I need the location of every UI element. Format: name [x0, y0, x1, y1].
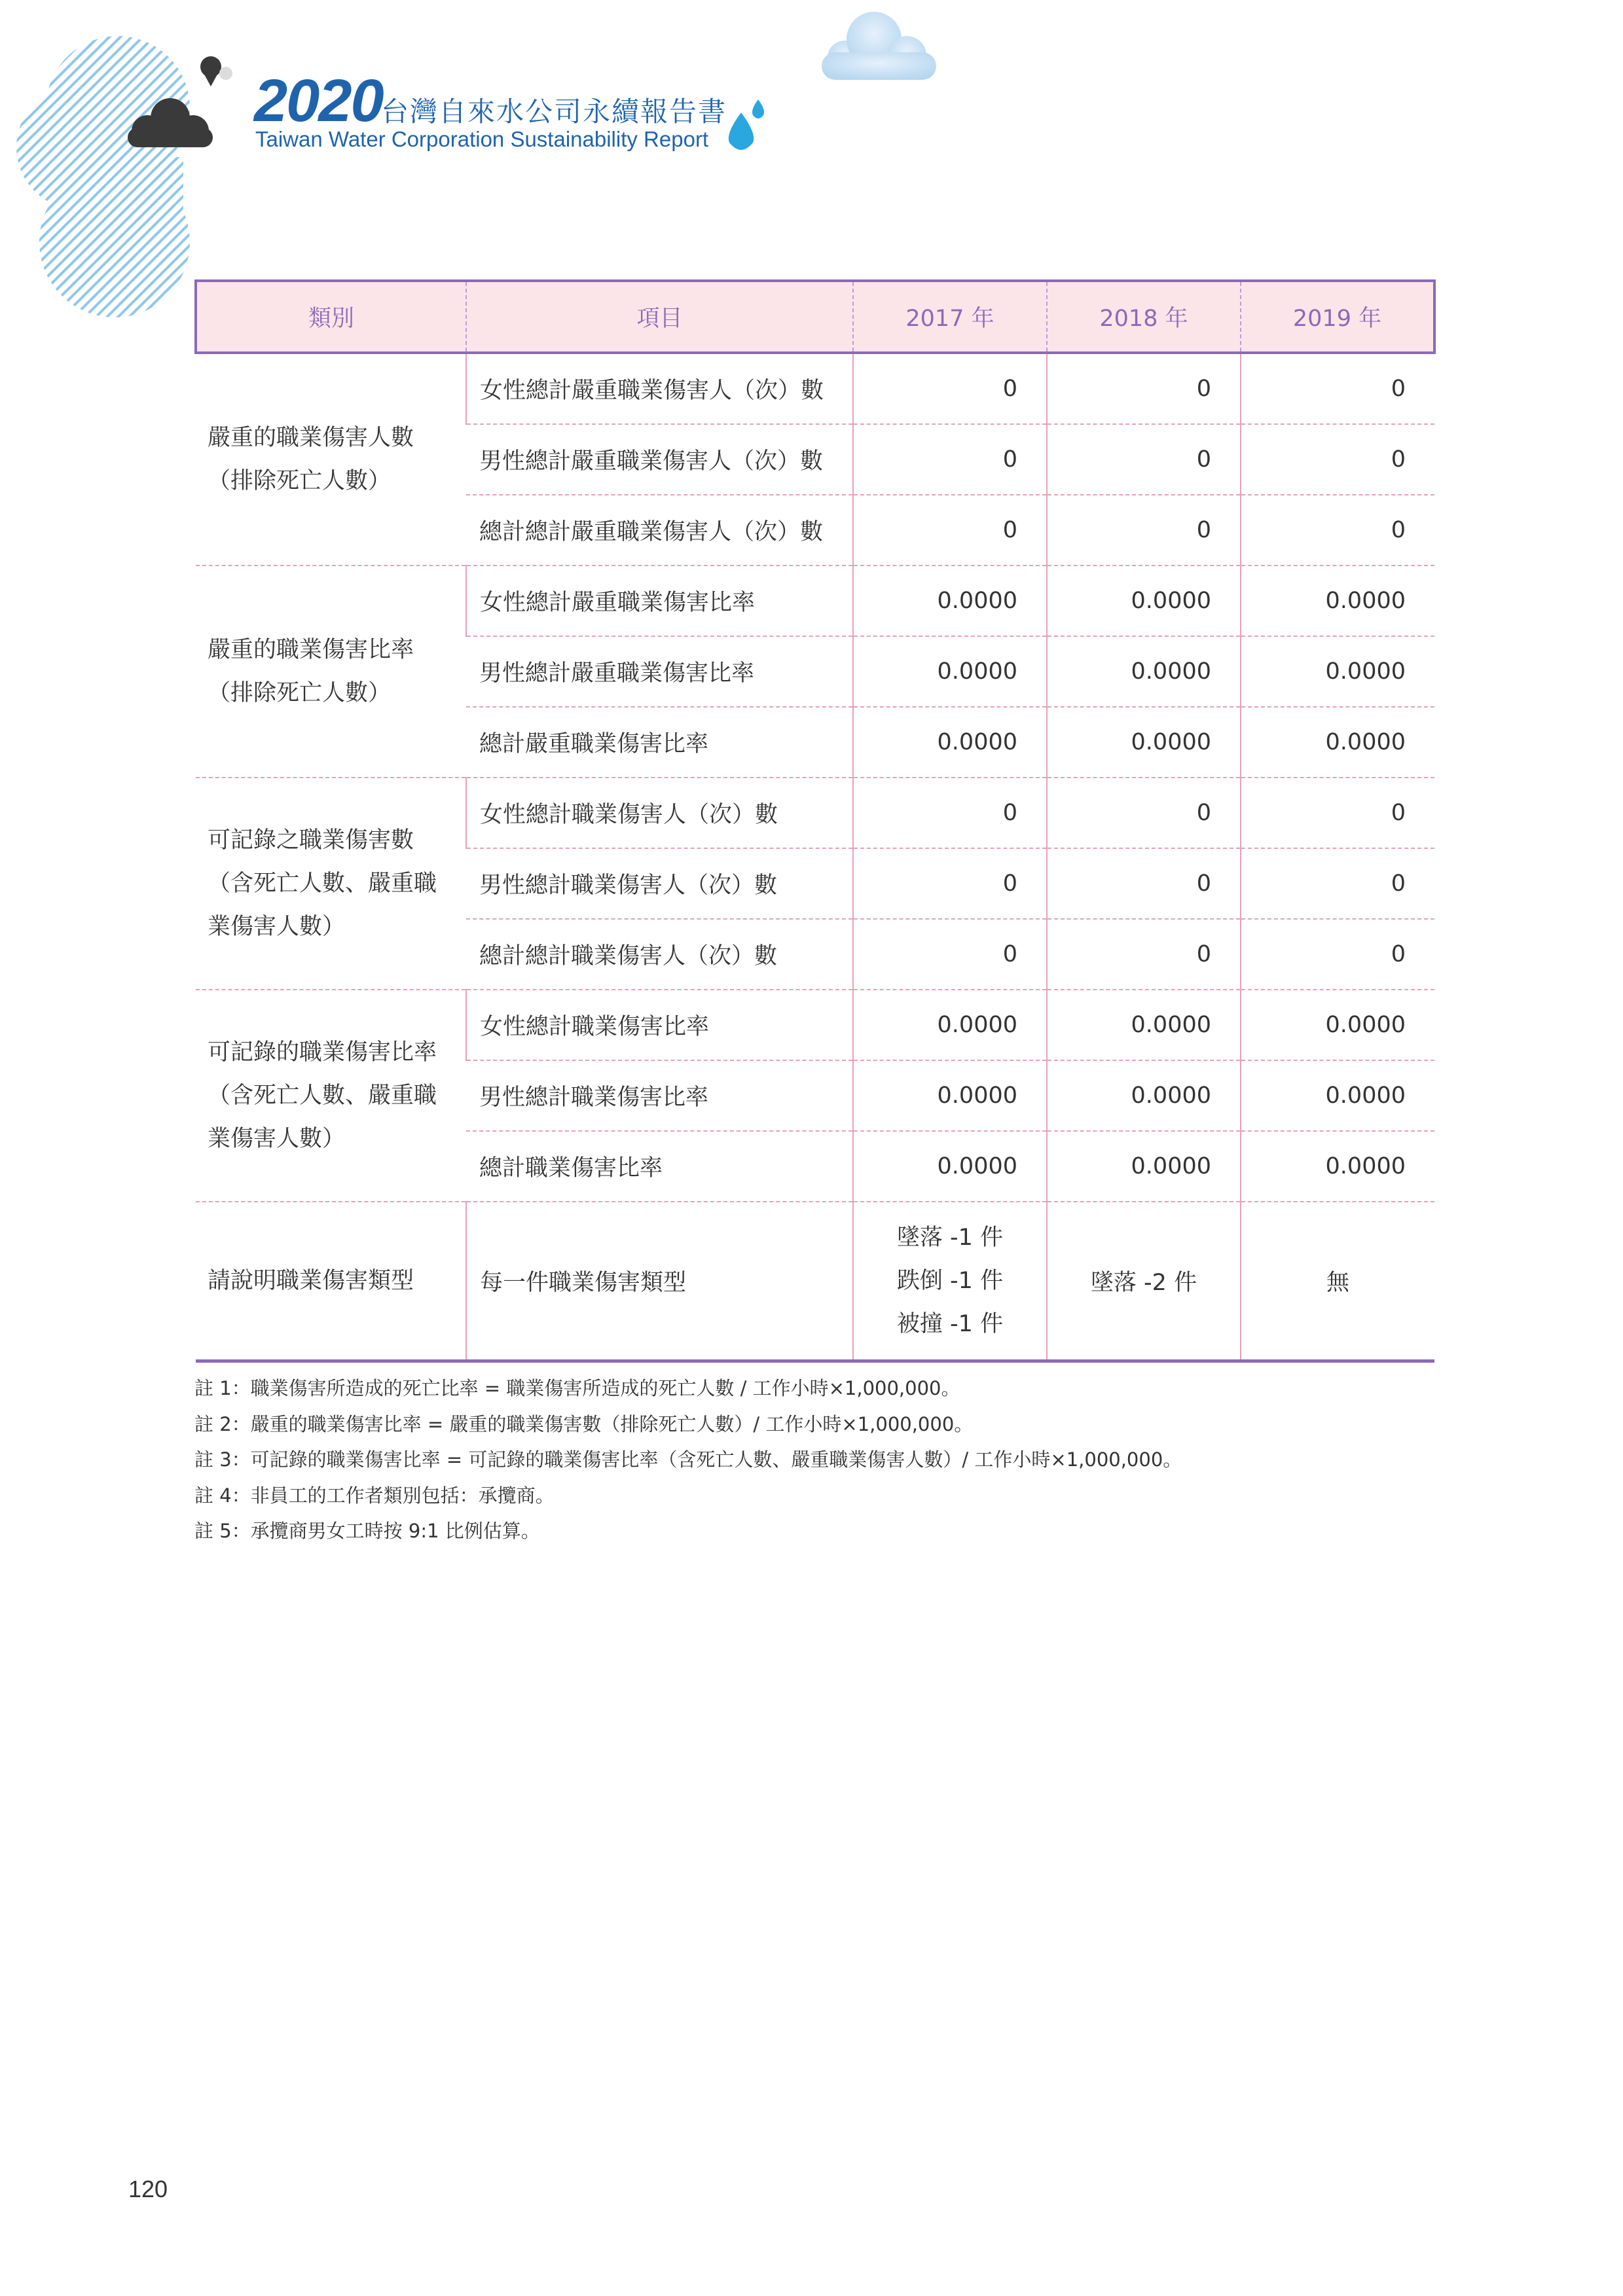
- value-2018-cell: 0.0000: [1047, 636, 1241, 707]
- footnote-3: 註 3：可記錄的職業傷害比率 = 可記錄的職業傷害比率（含死亡人數、嚴重職業傷害人數）/ 工作小時×1,000,000。: [194, 1448, 1182, 1471]
- value-2019-cell: 0.0000: [1241, 707, 1434, 778]
- item-cell: 女性總計嚴重職業傷害比率: [466, 565, 853, 636]
- injury-type-list: [897, 1216, 1003, 1346]
- water-drop-large-icon: [729, 113, 754, 150]
- item-cell: 女性總計嚴重職業傷害人（次）數: [466, 353, 853, 424]
- table-row: [196, 565, 1434, 636]
- header-category: 類別: [196, 281, 466, 353]
- item-cell: 總計職業傷害比率: [466, 1131, 853, 1202]
- injury-type-line: 跌倒 -1 件: [896, 1268, 1004, 1294]
- value-2017-cell: 0.0000: [853, 707, 1047, 778]
- value-2017-cell: 0: [853, 919, 1047, 990]
- value-2018-cell: 0: [1047, 848, 1241, 919]
- item-cell: 男性總計職業傷害人（次）數: [466, 848, 853, 919]
- header-2019: 2019 年: [1241, 281, 1434, 353]
- value-2017-cell: 0.0000: [853, 1060, 1047, 1131]
- value-2019-cell: 0.0000: [1241, 565, 1434, 636]
- map-pin-icon: [200, 56, 232, 86]
- footnote-1: 註 1：職業傷害所造成的死亡比率 = 職業傷害所造成的死亡人數 / 工作小時×1,000,000。: [194, 1377, 960, 1399]
- value-2017-cell: 0: [853, 495, 1047, 565]
- item-cell: 男性總計嚴重職業傷害比率: [466, 636, 853, 707]
- category-cell: 可記錄之職業傷害數（含死亡人數、嚴重職業傷害人數）: [196, 778, 466, 990]
- injury-type-line: 被撞 -1 件: [896, 1311, 1004, 1337]
- light-cloud-icon: [822, 12, 936, 80]
- table-header-row: [196, 281, 1434, 353]
- report-title-en: Taiwan Water Corporation Sustainability Report: [255, 127, 709, 151]
- item-cell: 女性總計職業傷害比率: [466, 990, 853, 1060]
- value-2019-cell: 0: [1241, 424, 1434, 495]
- value-2018-cell: 0.0000: [1047, 990, 1241, 1060]
- value-2018-cell: 0: [1047, 353, 1241, 424]
- value-2018-cell: 0: [1047, 778, 1241, 848]
- table-row: [196, 353, 1434, 424]
- value-2017-cell: 0.0000: [853, 1131, 1047, 1202]
- item-cell: 女性總計職業傷害人（次）數: [466, 778, 853, 848]
- value-2019-cell: 0: [1241, 495, 1434, 565]
- value-2017-cell: 0: [853, 848, 1047, 919]
- value-2019-cell: 0: [1241, 353, 1434, 424]
- value-2019-cell: 0.0000: [1241, 990, 1434, 1060]
- occupational-injury-table: [194, 279, 1436, 1363]
- report-title-zh: 台灣自來水公司永續報告書: [381, 96, 727, 128]
- value-2018-cell: 0.0000: [1047, 707, 1241, 778]
- header-item: 項目: [466, 281, 853, 353]
- value-2018-cell: 0: [1047, 495, 1241, 565]
- value-2019-cell: 0: [1241, 848, 1434, 919]
- value-2019-cell: 0: [1241, 778, 1434, 848]
- value-2017-cell: [853, 1202, 1047, 1361]
- category-cell: 嚴重的職業傷害比率（排除死亡人數）: [196, 565, 466, 778]
- value-2018-cell: 0.0000: [1047, 1060, 1241, 1131]
- footnote-4: 註 4：非員工的工作者類別包括：承攬商。: [194, 1484, 555, 1507]
- injury-type-line: 墜落 -1 件: [896, 1225, 1004, 1251]
- value-2019-cell: 0.0000: [1241, 636, 1434, 707]
- table-row: [196, 990, 1434, 1060]
- footnotes: [194, 1371, 1182, 1549]
- value-2017-cell: 0: [853, 424, 1047, 495]
- value-2018-cell: 0: [1047, 919, 1241, 990]
- value-2017-cell: 0.0000: [853, 990, 1047, 1060]
- value-2019-cell: 0.0000: [1241, 1131, 1434, 1202]
- value-2017-cell: 0: [853, 778, 1047, 848]
- value-2019-cell: 無: [1241, 1202, 1434, 1361]
- item-cell: 總計總計職業傷害人（次）數: [466, 919, 853, 990]
- header-2017: 2017 年: [853, 281, 1047, 353]
- item-cell: 男性總計嚴重職業傷害人（次）數: [466, 424, 853, 495]
- value-2018-cell: 0.0000: [1047, 1131, 1241, 1202]
- value-2017-cell: 0: [853, 353, 1047, 424]
- value-2017-cell: 0.0000: [853, 636, 1047, 707]
- page-number: 120: [128, 2176, 168, 2202]
- footnote-2: 註 2：嚴重的職業傷害比率 = 嚴重的職業傷害數（排除死亡人數）/ 工作小時×1,000,000。: [194, 1412, 974, 1435]
- item-cell: 每一件職業傷害類型: [466, 1202, 853, 1361]
- table-row-injury-types: [196, 1202, 1434, 1361]
- value-2018-cell: 0: [1047, 424, 1241, 495]
- table-row: [196, 778, 1434, 848]
- item-cell: 總計總計嚴重職業傷害人（次）數: [466, 495, 853, 565]
- report-year: 2020: [254, 67, 383, 134]
- item-cell: 男性總計職業傷害比率: [466, 1060, 853, 1131]
- category-cell: 請說明職業傷害類型: [196, 1202, 466, 1361]
- item-cell: 總計嚴重職業傷害比率: [466, 707, 853, 778]
- value-2018-cell: 墜落 -2 件: [1047, 1202, 1241, 1361]
- water-drop-small-icon: [752, 99, 764, 118]
- category-cell: 可記錄的職業傷害比率（含死亡人數、嚴重職業傷害人數）: [196, 990, 466, 1202]
- value-2019-cell: 0.0000: [1241, 1060, 1434, 1131]
- value-2017-cell: 0.0000: [853, 565, 1047, 636]
- hatched-blob-shape: [16, 36, 190, 317]
- value-2018-cell: 0.0000: [1047, 565, 1241, 636]
- category-cell: 嚴重的職業傷害人數（排除死亡人數）: [208, 425, 414, 494]
- header-2018: 2018 年: [1047, 281, 1241, 353]
- value-2019-cell: 0: [1241, 919, 1434, 990]
- footnote-5: 註 5：承攬商男女工時按 9:1 比例估算。: [194, 1520, 540, 1542]
